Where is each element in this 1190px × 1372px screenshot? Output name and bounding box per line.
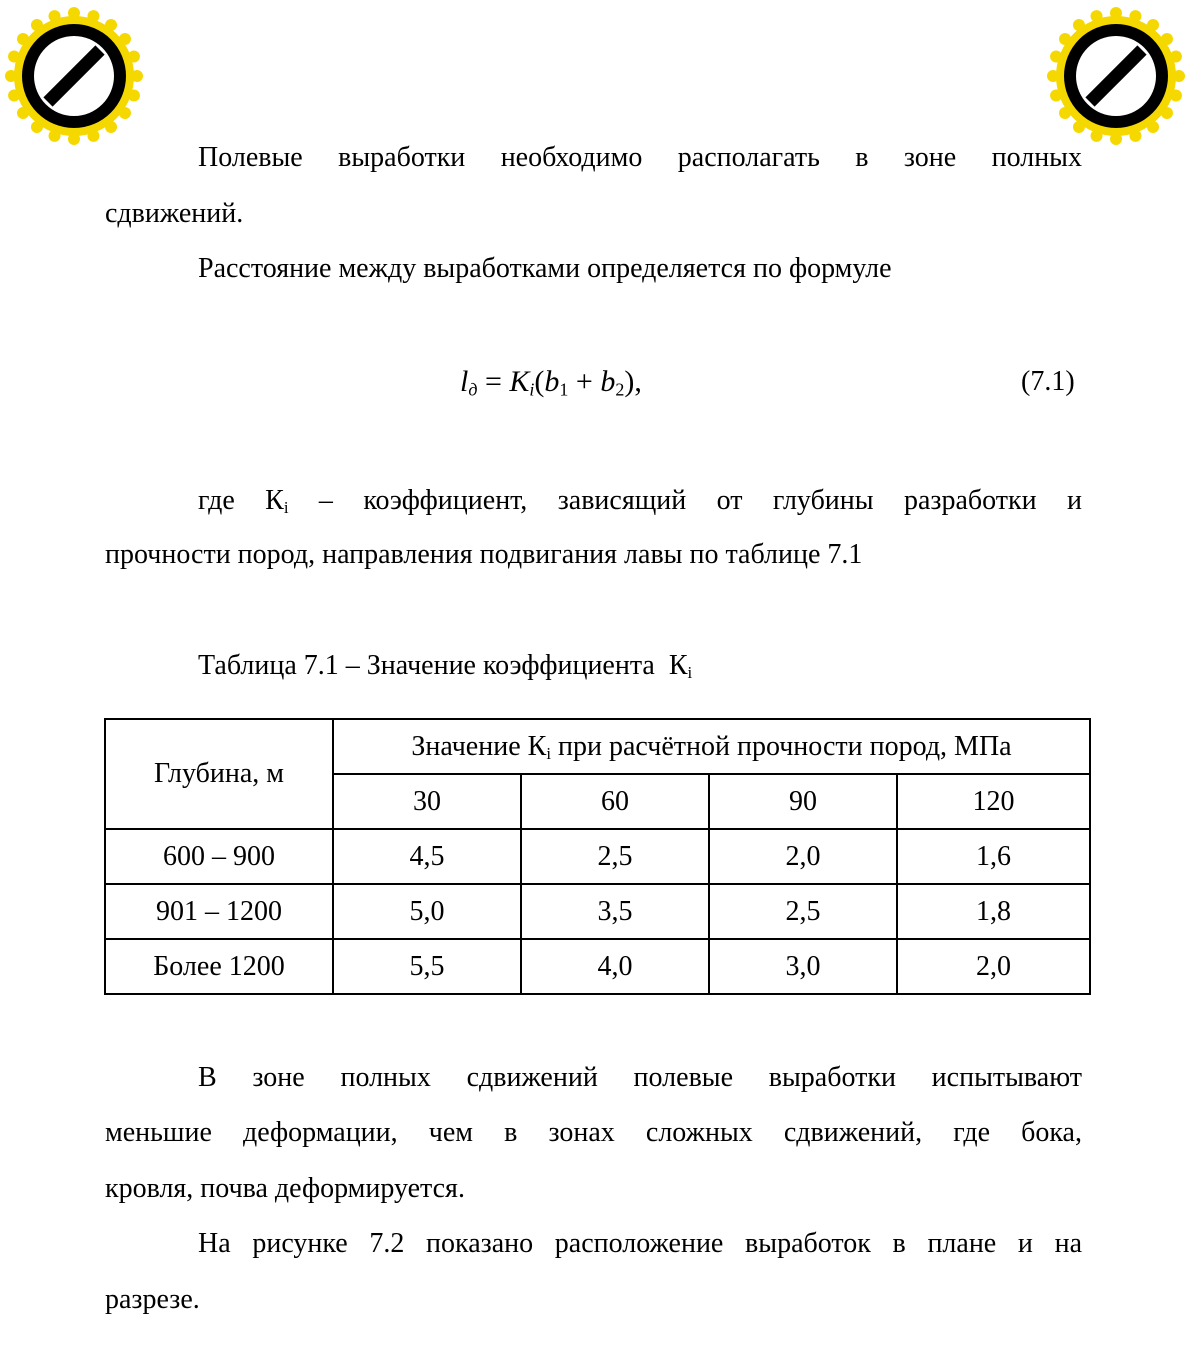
formula-k: K	[509, 365, 530, 398]
strength-header-rest: при расчётной прочности пород, МПа	[550, 730, 1012, 762]
paragraph-3-rest: – коэффициент, зависящий от глубины разработки и	[288, 485, 1082, 516]
value-cell: 4,5	[333, 829, 521, 884]
strength-header-sub: i	[546, 743, 551, 763]
paragraph-3-line-2: прочности пород, направления подвигания лавы по таблице 7.1	[105, 539, 863, 570]
depth-cell: Более 1200	[105, 939, 333, 994]
formula-open-paren: (	[534, 365, 545, 398]
paragraph-3-prefix: где К	[198, 485, 284, 516]
formula-comma: ,	[634, 365, 642, 398]
formula-k-sub: i	[529, 379, 535, 400]
formula-l-sub: д	[468, 379, 478, 400]
equation-number: (7.1)	[1021, 366, 1075, 397]
formula-7-1	[460, 364, 642, 400]
value-cell: 3,5	[521, 884, 709, 939]
paragraph-5-line-1: На рисунке 7.2 показано расположение выработок в плане и на	[198, 1228, 1082, 1259]
table-caption-sub: i	[687, 663, 693, 683]
paragraph-1-line-2: сдвижений.	[105, 198, 244, 229]
value-cell: 2,5	[521, 829, 709, 884]
paragraph-3-line-1	[198, 485, 1082, 517]
value-cell: 2,0	[709, 829, 897, 884]
paragraph-4-line-1: В зоне полных сдвижений полевые выработки испытывают	[198, 1062, 1082, 1093]
paragraph-3-sub: i	[283, 498, 289, 518]
formula-b2-sub: 2	[615, 379, 625, 400]
table-row	[105, 939, 1090, 994]
column-header: 90	[709, 774, 897, 829]
column-header: 30	[333, 774, 521, 829]
value-cell: 4,0	[521, 939, 709, 994]
paragraph-4-line-2: меньшие деформации, чем в зонах сложных сдвижений, где бока,	[105, 1117, 1082, 1148]
value-cell: 5,5	[333, 939, 521, 994]
formula-b1: b	[544, 365, 560, 398]
formula-l: l	[460, 365, 469, 398]
paragraph-1-line-1: Полевые выработки необходимо располагать в зоне полных	[198, 142, 1082, 173]
value-cell: 1,8	[897, 884, 1090, 939]
no-entry-stamp-icon	[4, 6, 144, 146]
value-cell: 1,6	[897, 829, 1090, 884]
no-entry-stamp-icon	[1046, 6, 1186, 146]
table-caption	[198, 650, 692, 682]
value-cell: 3,0	[709, 939, 897, 994]
strength-header	[333, 719, 1090, 774]
table-header-row	[105, 719, 1090, 774]
strength-header-prefix: Значение К	[411, 730, 547, 762]
depth-cell: 901 – 1200	[105, 884, 333, 939]
table-row	[105, 829, 1090, 884]
depth-header: Глубина, м	[105, 719, 333, 829]
formula-equals: =	[477, 365, 510, 398]
value-cell: 2,0	[897, 939, 1090, 994]
column-header: 120	[897, 774, 1090, 829]
depth-cell: 600 – 900	[105, 829, 333, 884]
paragraph-2: Расстояние между выработками определяется по формуле	[198, 253, 892, 284]
column-header: 60	[521, 774, 709, 829]
formula-plus: +	[568, 365, 601, 398]
formula-b1-sub: 1	[559, 379, 569, 400]
paragraph-4-line-3: кровля, почва деформируется.	[105, 1173, 465, 1204]
value-cell: 5,0	[333, 884, 521, 939]
formula-close-paren: )	[624, 365, 635, 398]
table-caption-text: Таблица 7.1 – Значение коэффициента К	[198, 650, 688, 681]
formula-b2: b	[600, 365, 616, 398]
value-cell: 2,5	[709, 884, 897, 939]
paragraph-5-line-2: разрезе.	[105, 1284, 200, 1315]
coefficient-table	[104, 718, 1091, 995]
table-row	[105, 884, 1090, 939]
